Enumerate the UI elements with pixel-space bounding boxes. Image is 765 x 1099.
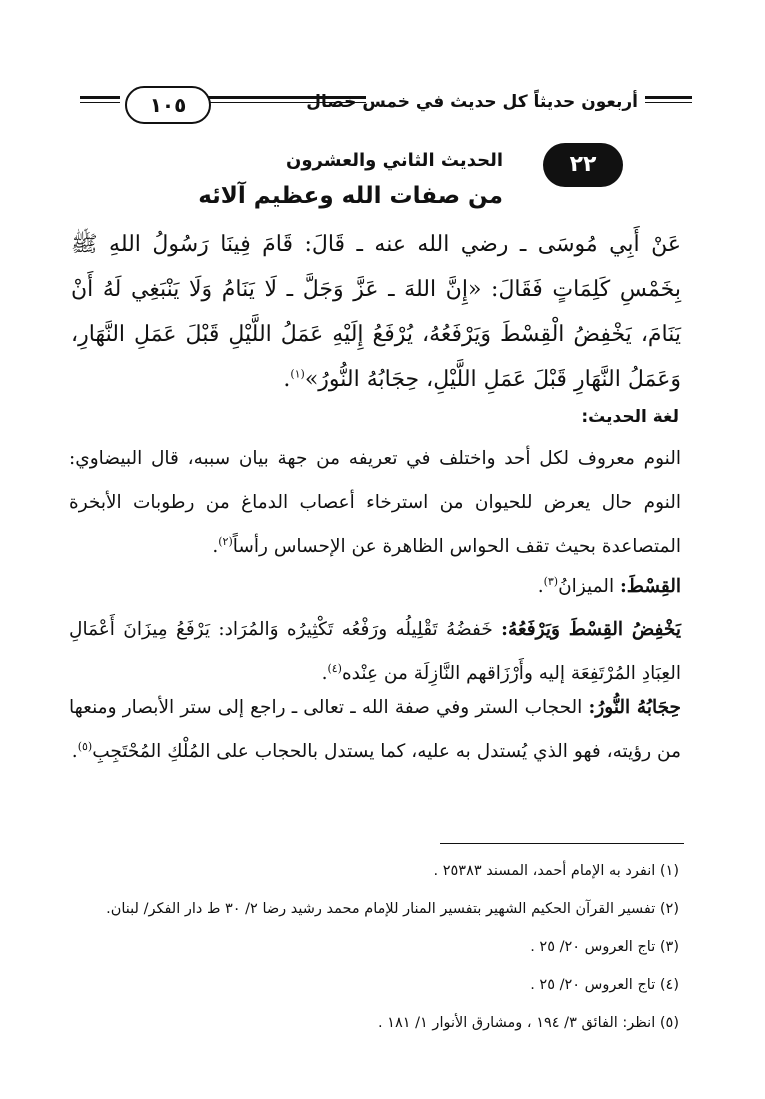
lexicon-p4-end: . (71, 741, 78, 762)
lexicon-p1-text: النوم معروف لكل أحد واختلف في تعريفه من جهة بيان سببه، قال البيضاوي: النوم حال يعرض للحيوان من استرخاء أعصاب الدماغ من رطوبات الأبخرة المتصاعدة بحيث تقف الحواس الظاهرة عن الإحساس رأساً (69, 448, 681, 557)
lexicon-title: لغة الحديث: (581, 407, 679, 427)
lexicon-p2-end: . (537, 576, 544, 597)
lexicon-p3-text: خَفضُهُ تَقْلِيلُه ورَفْعُه تَكْثِيرُه وَالمُرَاد: يَرْفَعُ مِيزَانَ أَعْمَالِ العِبَادِ المُرْتَفِعَة إليه وأَرْزَاقهم النَّازِلَة من عِنْده (69, 619, 681, 684)
lexicon-paragraph-2 (69, 565, 681, 609)
lexicon-paragraph-3 (69, 608, 681, 696)
lexicon-p4-text: الحجاب الستر وفي صفة الله ـ تعالى ـ راجع إلى ستر الأبصار ومنعها من رؤيته، فهو الذي يُستدل به عليه، كما يستدل بالحجاب على المُلْكِ المُحْتَجِبِ (69, 697, 681, 762)
footnote-4: (٤) تاج العروس ٢٠/ ٢٥ . (530, 977, 679, 993)
lexicon-term: حِجَابُهُ النُّورُ: (588, 697, 681, 718)
lexicon-p2-text: الميزانُ (558, 576, 620, 597)
lexicon-p3-end: . (321, 663, 328, 684)
footnote-3: (٣) تاج العروس ٢٠/ ٢٥ . (530, 939, 679, 955)
footnotes (59, 852, 679, 1042)
lexicon-term: يَخْفِضُ القِسْطَ وَيَرْفَعُهُ: (501, 619, 681, 640)
hadith-end: . (283, 367, 291, 392)
footnote-ref[interactable]: (٥) (77, 739, 93, 753)
footnote-1: (١) انفرد به الإمام أحمد، المسند ٢٥٣٨٣ . (433, 863, 679, 879)
footnote-5: (٥) انظر: الفائق ٣/ ١٩٤ ، ومشارق الأنوار ١/ ١٨١ . (377, 1015, 679, 1031)
lexicon-p1-end: . (212, 536, 219, 557)
header-rule-left (80, 96, 120, 99)
footnote-ref[interactable]: (١) (290, 367, 305, 381)
footnote-ref[interactable]: (٣) (543, 574, 559, 588)
lexicon-paragraph-4 (69, 686, 681, 774)
lexicon-term: القِسْطَ: (619, 576, 681, 597)
hadith-ordinal-title: الحديث الثاني والعشرون (286, 150, 503, 171)
header-rule-left-thin (80, 102, 120, 103)
footnote-separator (440, 843, 684, 844)
footnote-2: (٢) تفسير القرآن الحكيم الشهير بتفسير المنار للإمام محمد رشيد رضا ٢/ ٣٠ ط دار الفكر/ لبنان. (106, 901, 679, 917)
footnote-ref[interactable]: (٤) (327, 661, 342, 675)
hadith-body: عَنْ أَبِي مُوسَى ـ رضي الله عنه ـ قَالَ: قَامَ فِينَا رَسُولُ اللهِ ﷺ بِخَمْسِ كَلِمَاتٍ فَقَالَ: «إِنَّ اللهَ ـ عَزَّ وَجَلَّ ـ لَا يَنَامُ وَلَا يَنْبَغِي لَهُ أَنْ يَنَامَ، يَخْفِضُ الْقِسْطَ وَيَرْفَعُهُ، يُرْفَعُ إِلَيْهِ عَمَلُ اللَّيْلِ قَبْلَ عَمَلِ النَّهَارِ، وَعَمَلُ النَّهَارِ قَبْلَ عَمَلِ اللَّيْلِ، حِجَابُهُ النُّورُ» (71, 232, 682, 392)
page-number: ١٠٥ (125, 86, 211, 124)
hadith-subject-title: من صفات الله وعظيم آلائه (198, 183, 503, 209)
running-title: أربعون حديثاً كل حديث في خمس خصال (306, 92, 638, 112)
running-header (80, 86, 692, 126)
footnote-ref[interactable]: (٢) (218, 534, 233, 548)
header-rule-right-thin (645, 102, 692, 103)
lexicon-paragraph-1 (69, 437, 681, 569)
hadith-number-badge: ٢٢ (543, 143, 623, 187)
header-rule-right (645, 96, 692, 99)
hadith-text (71, 222, 681, 402)
